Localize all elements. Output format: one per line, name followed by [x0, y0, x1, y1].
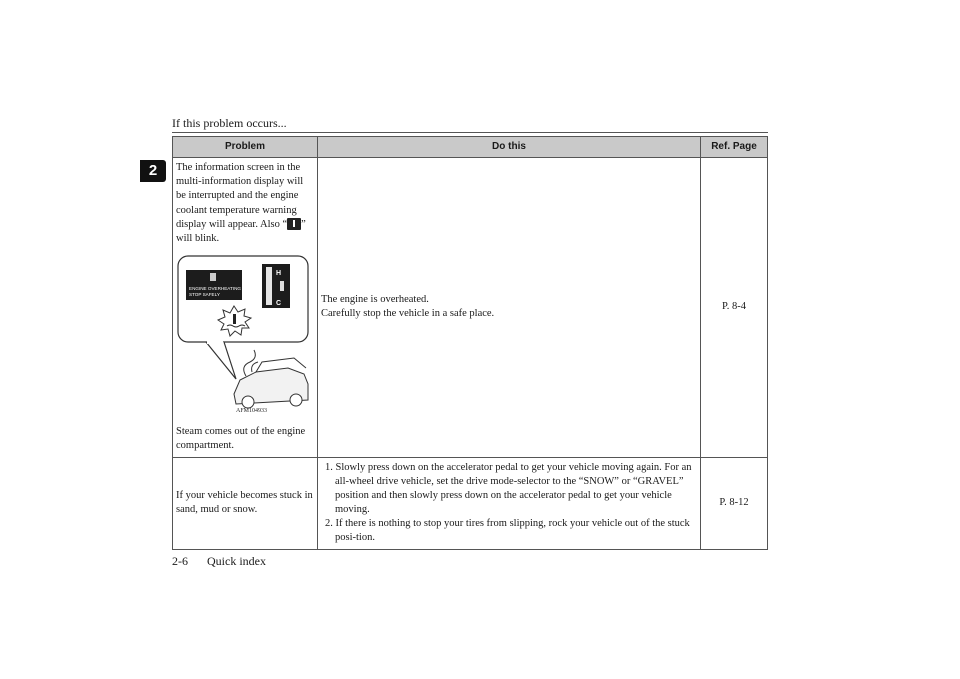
header-divider	[172, 132, 768, 133]
figure-code: AFM104933	[236, 408, 268, 415]
step-item: 2. If there is nothing to stop your tires from slipping, rock your vehicle out of the stuck posi-tion.	[325, 518, 690, 544]
do-this-cell	[318, 457, 701, 549]
problem-cell: If your vehicle becomes stuck in sand, mud or snow.	[173, 457, 318, 549]
gauge-high-label: H	[276, 270, 282, 278]
callout-pointer	[206, 342, 236, 379]
car-steam-illustration	[234, 350, 308, 408]
do-this-line: The engine is overheated.	[321, 294, 429, 306]
table-row	[173, 457, 768, 549]
page-footer	[172, 554, 282, 569]
quick-index-table	[172, 136, 768, 550]
overheating-illustration	[176, 254, 310, 414]
table-row	[173, 158, 768, 458]
display-warning-line2: STOP SAFELY	[189, 292, 220, 298]
step-item: 1. Slowly press down on the accelerator pedal to get your vehicle moving again. For an all-wheel drive vehicle, set the drive mode-selector to the “SNOW” or “GRAVEL” position and then slowly press down on the accelerator pedal to get your vehicle moving.	[325, 461, 692, 516]
page-number: 2-6	[172, 554, 188, 568]
column-header-do-this: Do this	[318, 137, 701, 158]
problem-text: The information screen in the multi-information display will be interrupted and the engine coolant temperature warning display will appear. Also “	[176, 162, 304, 230]
step-list	[321, 461, 697, 546]
display-warning-line1: ENGINE OVERHEATING	[189, 286, 241, 292]
ref-page-cell: P. 8-4	[701, 158, 768, 458]
column-header-problem: Problem	[173, 137, 318, 158]
coolant-temperature-warning-icon	[287, 218, 301, 230]
column-header-ref-page: Ref. Page	[701, 137, 768, 158]
problem-description	[176, 161, 314, 246]
chapter-tab: 2	[140, 160, 166, 182]
section-name: Quick index	[207, 554, 266, 568]
page-header-title: If this problem occurs...	[172, 116, 287, 130]
problem-cell	[173, 158, 318, 458]
problem-text-after-icon: ” will blink.	[176, 218, 306, 244]
ref-page-cell: P. 8-12	[701, 457, 768, 549]
do-this-cell	[318, 158, 701, 458]
gauge-low-label: C	[276, 300, 282, 308]
table-header-row	[173, 137, 768, 158]
problem-caption: Steam comes out of the engine compartment.	[176, 426, 306, 452]
do-this-line: Carefully stop the vehicle in a safe place.	[321, 308, 495, 320]
